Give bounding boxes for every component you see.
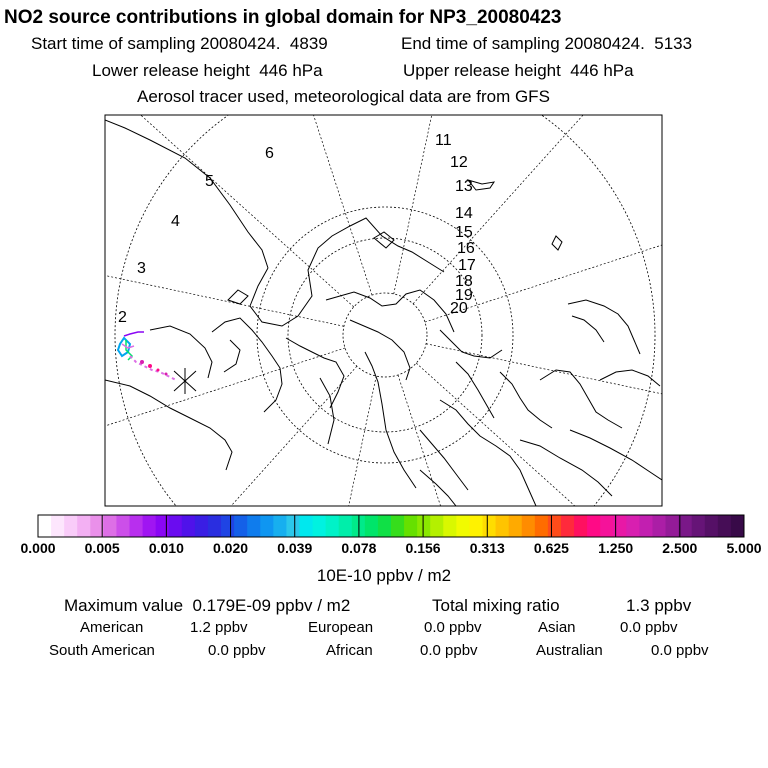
region-name: American — [80, 619, 144, 636]
colorbar-tick-label: 0.020 — [213, 540, 249, 556]
meridian-line — [425, 119, 768, 322]
colorbar-swatch — [391, 515, 405, 537]
region-value: 0.0 ppbv — [620, 619, 678, 636]
max-value-label: Maximum value 0.179E-09 ppbv / m2 — [64, 596, 351, 615]
hour-label: 2 — [118, 309, 127, 326]
tracer-note: Aerosol tracer used, meteorological data are from GFS — [137, 87, 550, 106]
colorbar-swatch — [130, 515, 144, 537]
colorbar-swatch — [404, 515, 418, 537]
colorbar-swatch — [548, 515, 562, 537]
colorbar-swatch — [718, 515, 732, 537]
colorbar-swatch — [221, 515, 235, 537]
colorbar-swatch — [326, 515, 340, 537]
colorbar-swatch — [430, 515, 444, 537]
colorbar-swatch — [260, 515, 274, 537]
colorbar-tick-label: 0.313 — [469, 540, 505, 556]
hour-label: 17 — [458, 257, 476, 274]
colorbar-tick-label: 0.039 — [277, 540, 313, 556]
colorbar-swatch — [247, 515, 261, 537]
colorbar-swatch — [156, 515, 170, 537]
receptor-star-icon — [174, 368, 196, 394]
colorbar-swatch — [652, 515, 666, 537]
colorbar-unit: 10E-10 ppbv / m2 — [316, 566, 452, 585]
hour-label: 16 — [457, 240, 475, 257]
region-value: 0.0 ppbv — [208, 642, 266, 659]
colorbar-swatch — [339, 515, 353, 537]
lower-release-label: Lower release height 446 hPa — [92, 61, 323, 80]
colorbar-swatch — [143, 515, 157, 537]
hour-label: 19 — [455, 287, 473, 304]
colorbar-tick-label: 0.005 — [84, 540, 120, 556]
colorbar-swatch — [103, 515, 117, 537]
hour-labels — [118, 132, 476, 326]
map-frame — [105, 115, 662, 506]
colorbar-swatch — [299, 515, 313, 537]
page-title: NO2 source contributions in global domain for NP3_20080423 — [4, 7, 562, 28]
total-mixing-label: Total mixing ratio — [432, 596, 560, 615]
colorbar-swatch — [600, 515, 614, 537]
colorbar-swatch — [64, 515, 78, 537]
colorbar-swatch — [456, 515, 470, 537]
colorbar-swatch — [666, 515, 680, 537]
colorbar-swatch — [587, 515, 601, 537]
hour-label: 4 — [171, 213, 180, 230]
colorbar-swatch — [313, 515, 327, 537]
hour-label: 20 — [450, 300, 468, 317]
colorbar-swatch — [639, 515, 653, 537]
colorbar-swatch — [705, 515, 719, 537]
colorbar-swatch — [273, 515, 287, 537]
region-name: South American — [49, 642, 155, 659]
region-name: European — [308, 619, 374, 636]
colorbar-swatch — [417, 515, 431, 537]
hour-label: 3 — [137, 260, 146, 277]
colorbar-swatch — [365, 515, 379, 537]
hour-label: 12 — [450, 154, 468, 171]
start-time-label: Start time of sampling 20080424. 4839 — [31, 34, 328, 53]
hour-label: 11 — [435, 132, 452, 149]
coastlines — [105, 120, 662, 506]
region-value: 0.0 ppbv — [420, 642, 478, 659]
hour-label: 18 — [455, 273, 473, 290]
meridian-line — [416, 363, 768, 768]
colorbar-swatch — [208, 515, 222, 537]
colorbar — [38, 515, 745, 537]
colorbar-swatch — [195, 515, 209, 537]
colorbar-swatch — [234, 515, 248, 537]
hour-label: 13 — [455, 178, 473, 195]
colorbar-swatch — [496, 515, 510, 537]
hour-label: 15 — [455, 224, 473, 241]
end-time-label: End time of sampling 20080424. 5133 — [401, 34, 693, 53]
colorbar-tick-label: 0.078 — [341, 540, 377, 556]
source-plume — [118, 332, 176, 380]
colorbar-swatch — [182, 515, 196, 537]
colorbar-swatch — [483, 515, 497, 537]
colorbar-tick-label: 0.010 — [148, 540, 184, 556]
colorbar-swatch — [522, 515, 536, 537]
region-value: 0.0 ppbv — [651, 642, 709, 659]
colorbar-swatch — [731, 515, 745, 537]
colorbar-swatch — [469, 515, 483, 537]
colorbar-swatch — [286, 515, 300, 537]
colorbar-swatch — [77, 515, 91, 537]
colorbar-swatch — [509, 515, 523, 537]
colorbar-swatch — [51, 515, 65, 537]
colorbar-tick-label: 2.500 — [662, 540, 698, 556]
colorbar-tick-label: 0.000 — [20, 540, 56, 556]
colorbar-tick-label: 0.156 — [405, 540, 441, 556]
colorbar-swatch — [535, 515, 549, 537]
total-mixing-value: 1.3 ppbv — [626, 596, 692, 615]
colorbar-tick-label: 1.250 — [598, 540, 634, 556]
hour-label: 14 — [455, 205, 473, 222]
region-name: African — [326, 642, 373, 659]
upper-release-label: Upper release height 446 hPa — [403, 61, 634, 80]
colorbar-swatch — [378, 515, 392, 537]
region-value: 0.0 ppbv — [424, 619, 482, 636]
colorbar-swatch — [116, 515, 130, 537]
colorbar-swatch — [692, 515, 706, 537]
colorbar-swatch — [574, 515, 588, 537]
colorbar-swatch — [38, 515, 52, 537]
colorbar-swatch — [679, 515, 693, 537]
hour-label: 5 — [205, 173, 214, 190]
hour-label: 6 — [265, 145, 274, 162]
colorbar-swatch — [561, 515, 575, 537]
colorbar-tick-label: 5.000 — [726, 540, 762, 556]
colorbar-swatch — [443, 515, 457, 537]
colorbar-swatch — [169, 515, 183, 537]
colorbar-tick-label: 0.625 — [533, 540, 569, 556]
region-name: Asian — [538, 619, 576, 636]
region-name: Australian — [536, 642, 603, 659]
colorbar-swatch — [626, 515, 640, 537]
region-value: 1.2 ppbv — [190, 619, 248, 636]
